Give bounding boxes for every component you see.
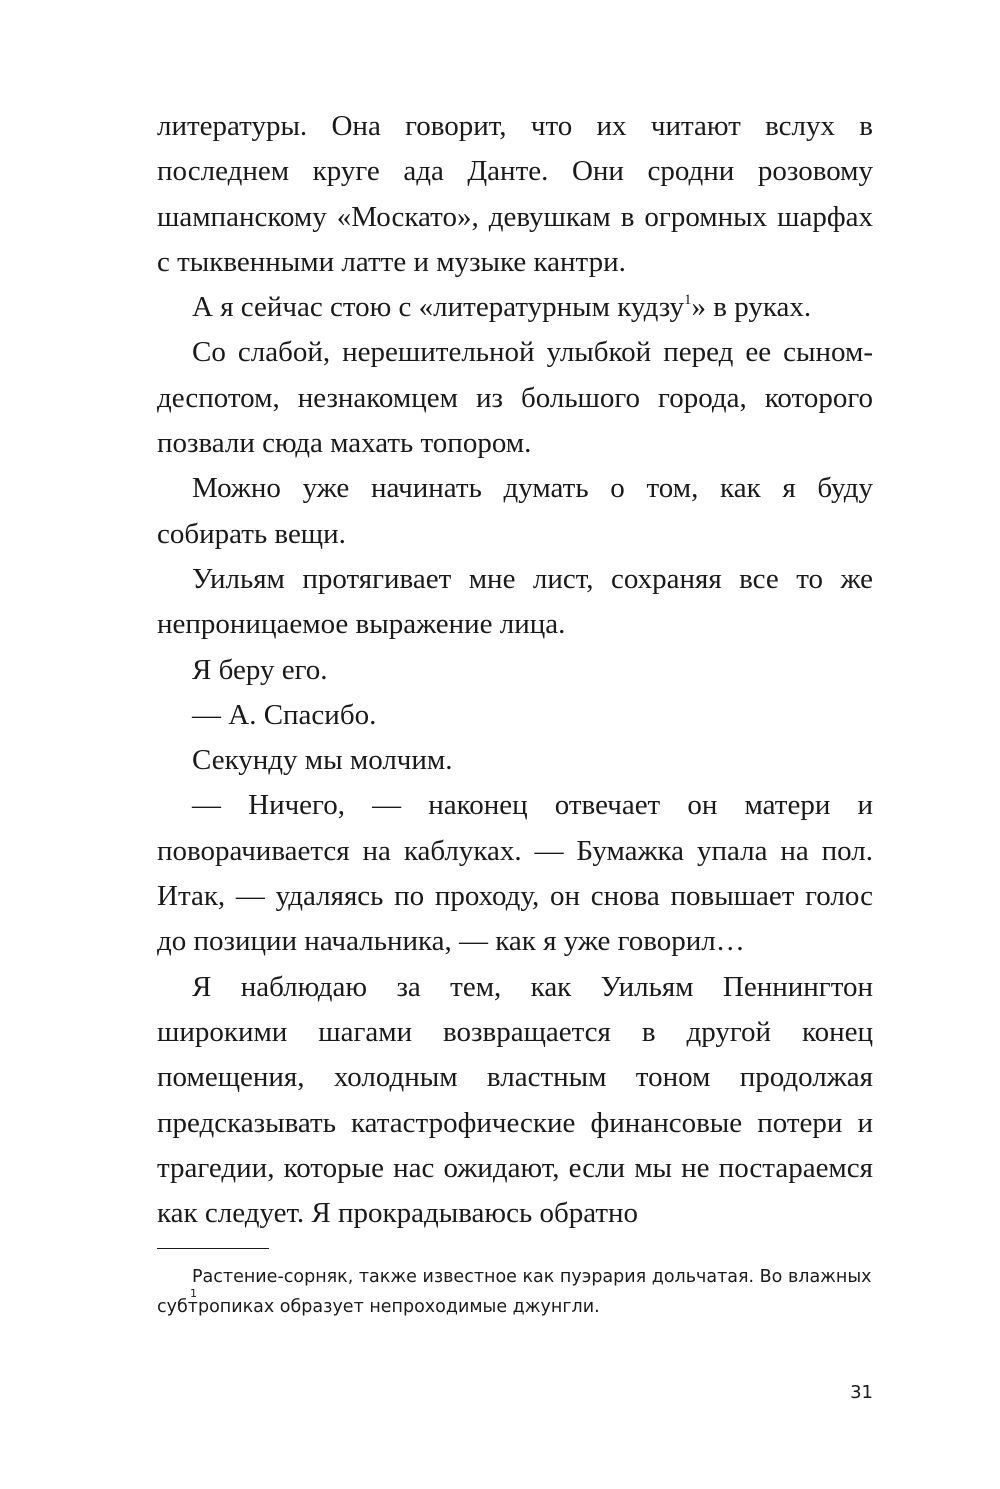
paragraph-thanks: — А. Спасибо.	[192, 698, 377, 731]
paragraph-take: Я беру его.	[192, 653, 328, 686]
footnote-paragraph	[157, 1262, 873, 1322]
paragraph-sheet: Уильям протягивает мне лист, сохраняя все то же непроницаемое выражение лица.	[157, 562, 873, 641]
footnote-number: 1	[190, 1287, 197, 1300]
footnote	[157, 1262, 873, 1322]
paragraph-nothing: — Ничего, — наконец отвечает он матери и поворачивается на каблуках. — Бумажка упала на пол. Итак, — удаляясь по проходу, он снова повышает голос до позиции начальника, — как я уже говорил…	[157, 789, 873, 958]
footnote-reference[interactable]: 1	[684, 291, 692, 308]
footnote-text: Растение-сорняк, также известное как пуэрария дольчатая. Во влажных субтропиках образует непроходимые джунгли.	[157, 1267, 872, 1317]
paragraph-observe: Я наблюдаю за тем, как Уильям Пеннингтон широкими шагами возвращается в другой конец помещения, холодным властным тоном продолжая предсказывать катастрофические финансовые потери и трагедии, которые нас ожидают, если мы не постараемся как следует. Я прокрадываюсь обратно	[157, 970, 873, 1230]
main-text	[157, 104, 873, 1236]
paragraph-kudzu	[157, 285, 873, 330]
kudzu-text-before: А я сейчас стою с «литературным кудзу	[192, 291, 685, 324]
kudzu-text-after: » в руках.	[691, 291, 812, 324]
paragraph-silence: Секунду мы молчим.	[192, 744, 453, 777]
footnote-divider	[157, 1248, 269, 1249]
paragraph-continuation: литературы. Она говорит, что их читают вслух в последнем круге ада Данте. Они сродни розовому шампанскому «Москато», девушкам в огромных шарфах с тыквенными латте и музыке кантри.	[157, 110, 873, 278]
paragraph-smile: Со слабой, нерешительной улыбкой перед ее сыном-деспотом, незнакомцем из большого города, которого позвали сюда махать топором.	[157, 336, 873, 460]
page-number: 31	[850, 1382, 873, 1403]
paragraph-packing: Можно уже начинать думать о том, как я буду собирать вещи.	[157, 472, 873, 550]
